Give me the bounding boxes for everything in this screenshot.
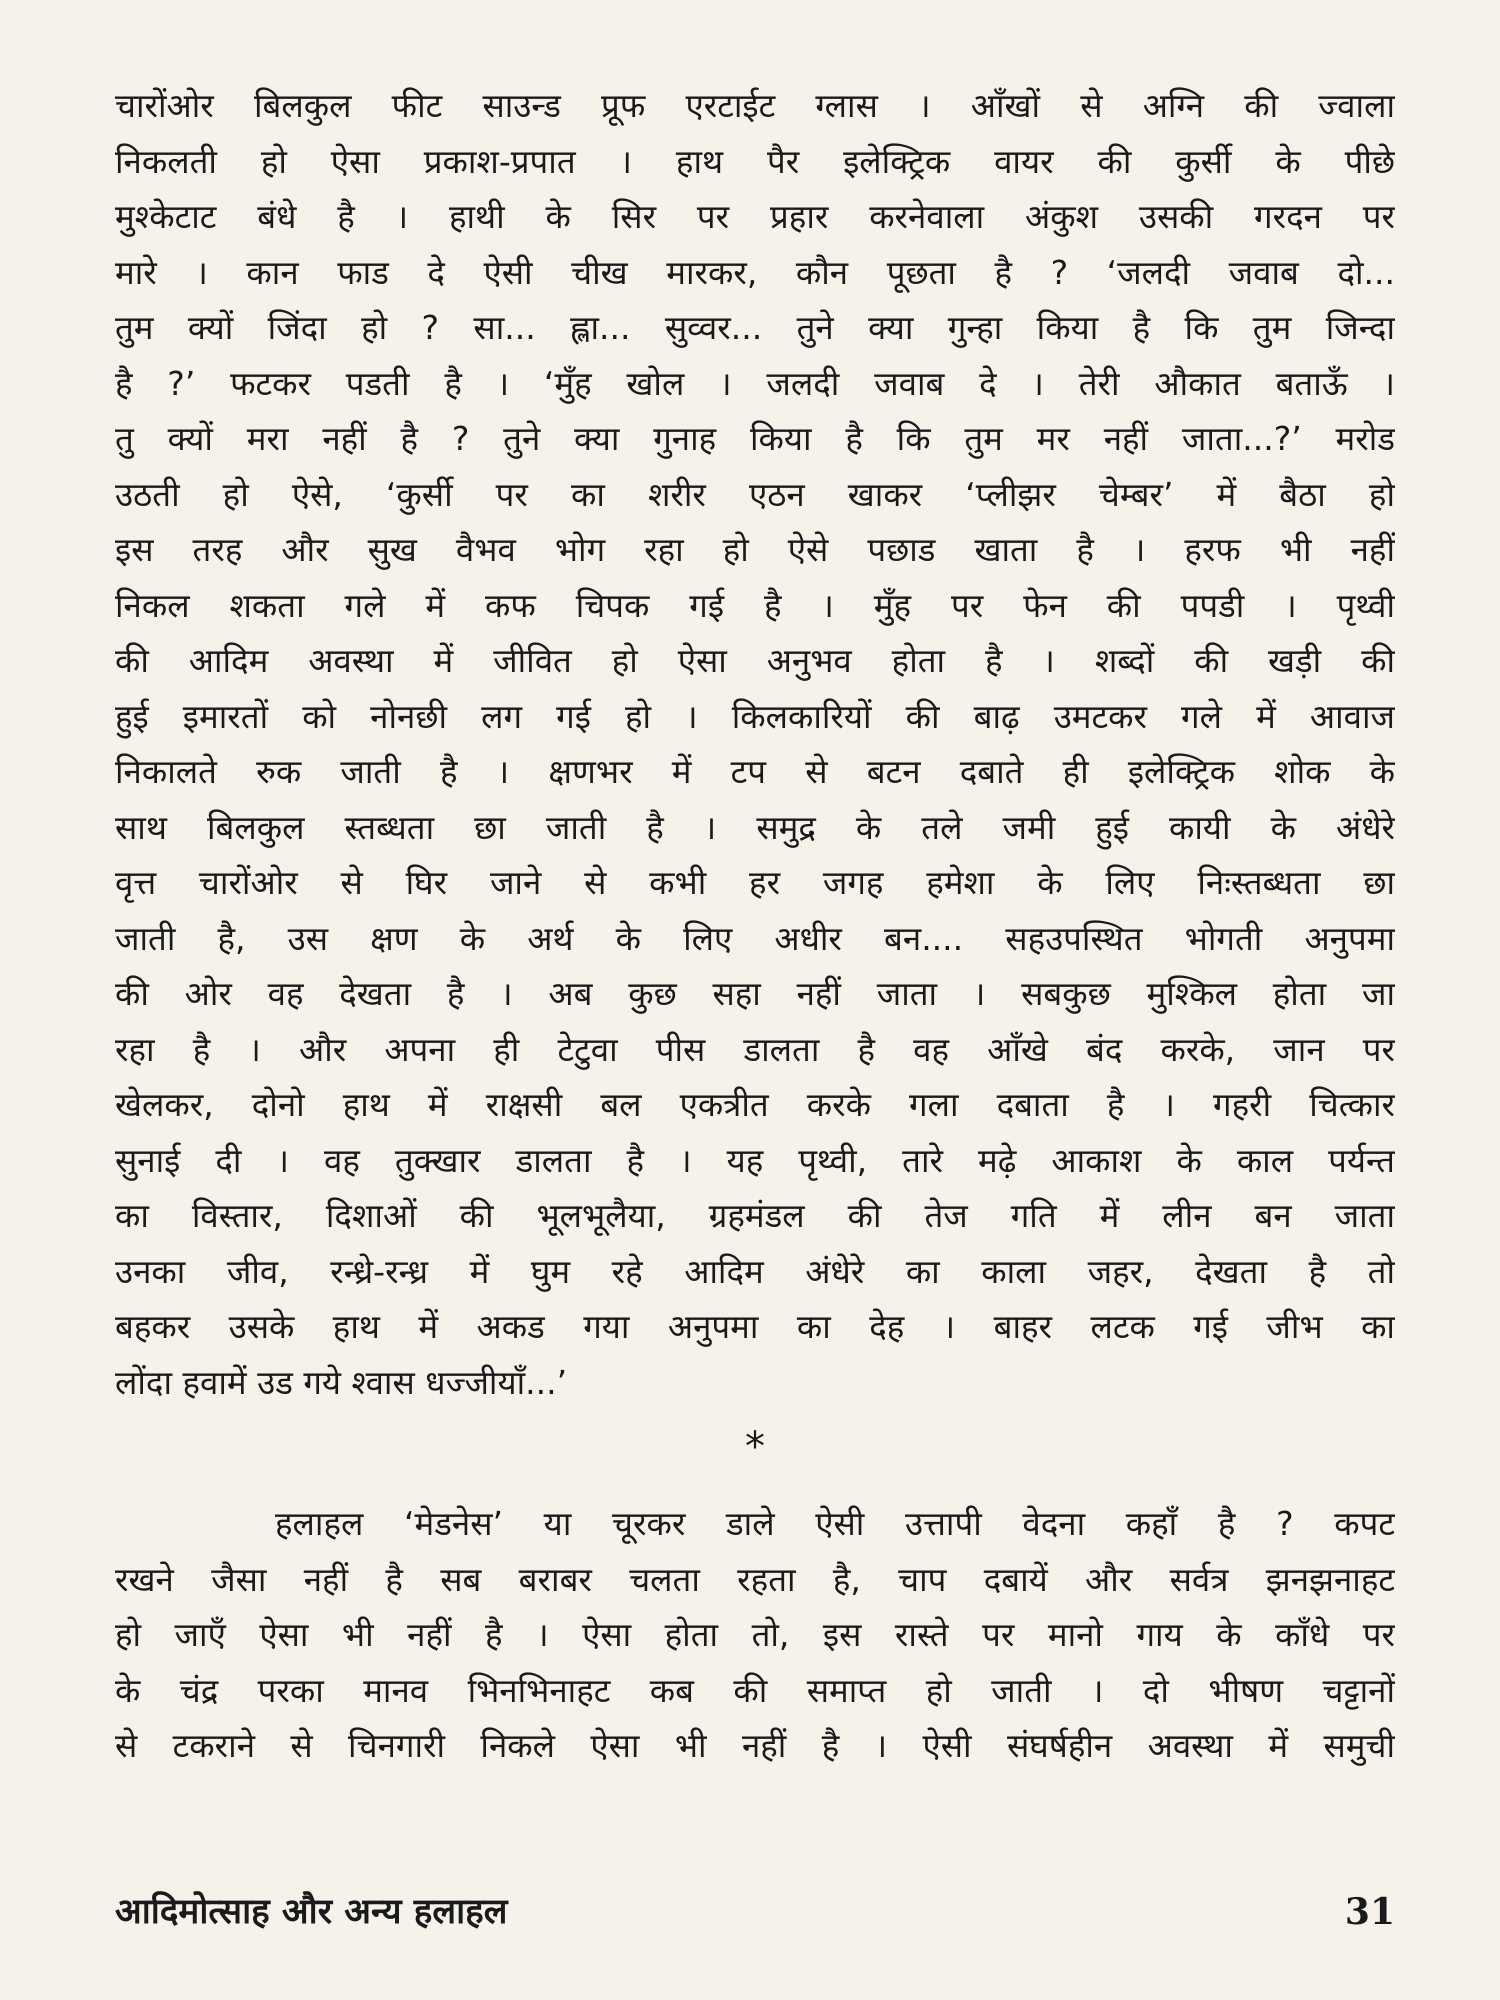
text-line: बहकर उसके हाथ में अकड गया अनुपमा का देह । बाहर लटक गई जीभ का	[115, 1307, 1395, 1346]
text-line: हो जाएँ ऐसा भी नहीं है । ऐसा होता तो, इस रास्ते पर मानो गाय के काँधे पर	[115, 1615, 1395, 1654]
body-text	[115, 78, 1395, 1774]
text-line: चारोंओर बिलकुल फीट साउन्ड प्रूफ एरटाईट ग्लास । आँखों से अग्नि की ज्वाला	[115, 86, 1395, 125]
page-footer	[115, 1882, 1395, 1942]
text-line: साथ बिलकुल स्तब्धता छा जाती है । समुद्र के तले जमी हुई कायी के अंधेरे	[115, 807, 1395, 847]
text-line: के चंद्र परका मानव भिनभिनाहट कब की समाप्त हो जाती । दो भीषण चट्टानों	[115, 1670, 1395, 1710]
paragraph-1	[115, 78, 1395, 1410]
text-line: इस तरह और सुख वैभव भोग रहा हो ऐसे पछाड खाता है । हरफ भी नहीं	[115, 530, 1395, 569]
text-line: निकलती हो ऐसा प्रकाश-प्रपात । हाथ पैर इलेक्ट्रिक वायर की कुर्सी के पीछे	[115, 141, 1395, 181]
text-line: रहा है । और अपना ही टेटुवा पीस डालता है वह आँखे बंद करके, जान पर	[115, 1029, 1395, 1069]
page-number: 31	[1344, 1891, 1395, 1933]
text-line: मुश्केटाट बंधे है । हाथी के सिर पर प्रहार करनेवाला अंकुश उसकी गरदन पर	[115, 197, 1395, 236]
text-line: का विस्तार, दिशाओं की भूलभूलैया, ग्रहमंडल की तेज गति में लीन बन जाता	[115, 1196, 1395, 1235]
text-line: वृत्त चारोंओर से घिर जाने से कभी हर जगह हमेशा के लिए निःस्तब्धता छा	[115, 863, 1395, 902]
text-line: है ?’ फटकर पडती है । ‘मुँह खोल । जलदी जवाब दे । तेरी औकात बताऊँ ।	[115, 363, 1395, 403]
text-line: जाती है, उस क्षण के अर्थ के लिए अधीर बन.... सहउपस्थित भोगती अनुपमा	[115, 918, 1395, 958]
text-line: सुनाई दी । वह तुक्खार डालता है । यह पृथ्वी, तारे मढ़े आकाश के काल पर्यन्त	[115, 1140, 1395, 1180]
section-separator: *	[745, 1424, 765, 1470]
text-line: से टकराने से चिनगारी निकले ऐसा भी नहीं है । ऐसी संघर्षहीन अवस्था में समुची	[115, 1726, 1395, 1765]
text-line: तु क्यों मरा नहीं है ? तुने क्या गुनाह किया है कि तुम मर नहीं जाता...?’ मरोड	[115, 419, 1395, 458]
text-line: खेलकर, दोनो हाथ में राक्षसी बल एकत्रीत करके गला दबाता है । गहरी चित्कार	[115, 1085, 1395, 1124]
text-line: निकल शकता गले में कफ चिपक गई है । मुँह पर फेन की पपडी । पृथ्वी	[115, 585, 1395, 625]
text-line: मारे । कान फाड दे ऐसी चीख मारकर, कौन पूछता है ? ‘जलदी जवाब दो...	[115, 252, 1395, 292]
text-line: निकालते रुक जाती है । क्षणभर में टप से बटन दबाते ही इलेक्ट्रिक शोक के	[115, 752, 1395, 791]
paragraph-2	[115, 1496, 1395, 1774]
text-line: हलाहल ‘मेडनेस’ या चूरकर डाले ऐसी उत्तापी वेदना कहाँ है ? कपट	[275, 1504, 1395, 1543]
text-line: हुई इमारतों को नोनछी लग गई हो । किलकारियों की बाढ़ उमटकर गले में आवाज	[115, 696, 1395, 736]
text-line: उनका जीव, रन्ध्रे-रन्ध्र में घुम रहे आदिम अंधेरे का काला जहर, देखता है तो	[115, 1251, 1395, 1291]
text-line: लोंदा हवामें उड गये श्वास धज्जीयाँ...’	[115, 1362, 568, 1402]
text-line: रखने जैसा नहीं है सब बराबर चलता रहता है, चाप दबायें और सर्वत्र झनझनाहट	[115, 1559, 1395, 1599]
book-title: आदिमोत्साह और अन्य हलाहल	[115, 1892, 508, 1932]
text-line: उठती हो ऐसे, ‘कुर्सी पर का शरीर एठन खाकर ‘प्लीझर चेम्बर’ में बैठा हो	[115, 474, 1395, 514]
text-line: की आदिम अवस्था में जीवित हो ऐसा अनुभव होता है । शब्दों की खड़ी की	[115, 641, 1395, 680]
text-line: की ओर वह देखता है । अब कुछ सहा नहीं जाता । सबकुछ मुश्किल होता जा	[115, 974, 1395, 1013]
text-line: तुम क्यों जिंदा हो ? सा... ह्ला... सुव्वर... तुने क्या गुन्हा किया है कि तुम जिन्दा	[115, 308, 1395, 347]
